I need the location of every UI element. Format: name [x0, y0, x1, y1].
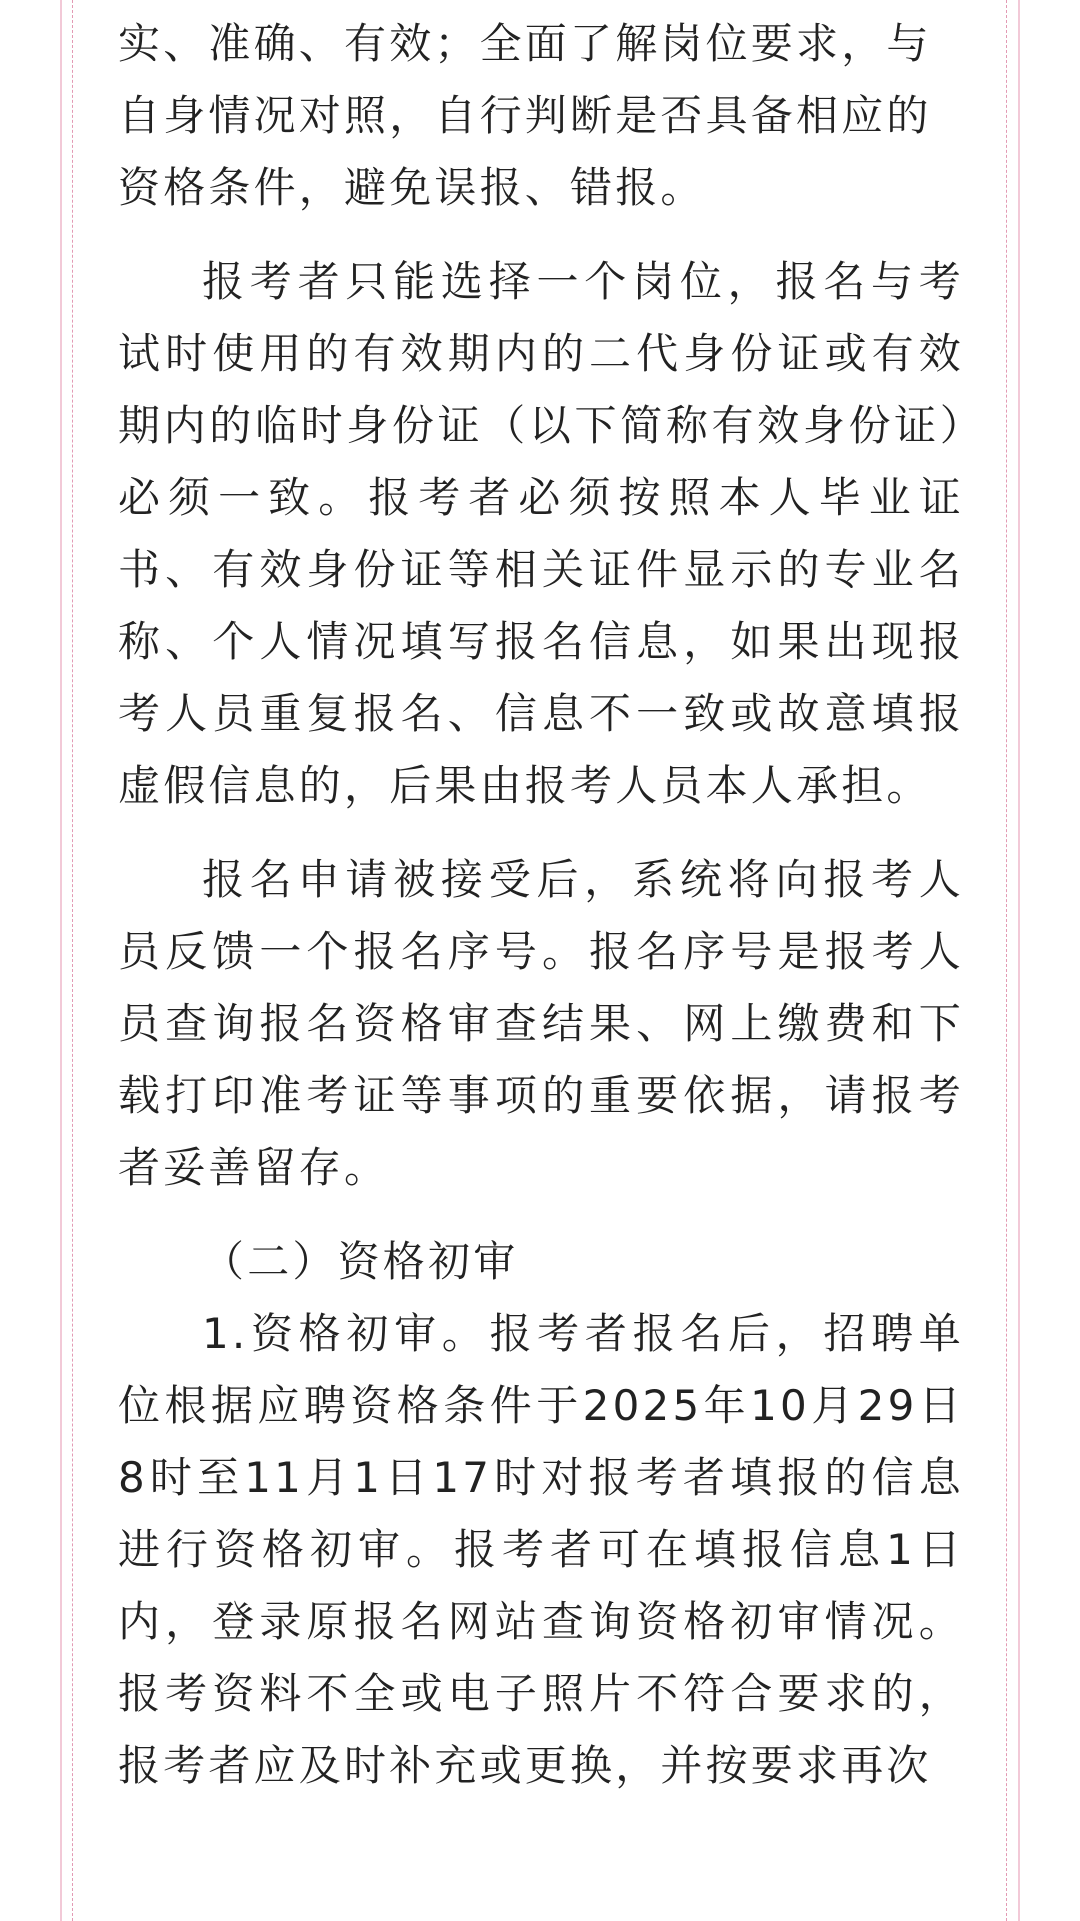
section-heading-qualification-review: （二）资格初审 [202, 1237, 519, 1286]
paragraph-continued [118, 8, 964, 224]
paragraph-line: 自身情况对照，自行判断是否具备相应的 [118, 91, 932, 140]
paragraph-initial-review: 1.资格初审。报考者报名后，招聘单位根据应聘资格条件于2025年10月29日8时至11月1日17时对报考者填报的信息进行资格初审。报考者可在填报信息1日内，登录原报名网站查询资格初审情况。报考资料不全或电子照片不符合要求的，报考者应及时补充或更换，并按要求再次 [118, 1309, 964, 1790]
left-frame-border-inner [72, 0, 73, 1921]
article-body [118, 8, 964, 1802]
right-frame-border-inner [1006, 0, 1007, 1921]
paragraph-line: 实、准确、有效；全面了解岗位要求，与 [118, 19, 932, 68]
paragraph-id-requirements: 报考者只能选择一个岗位，报名与考试时使用的有效期内的二代身份证或有效期内的临时身份证（以下简称有效身份证）必须一致。报考者必须按照本人毕业证书、有效身份证等相关证件显示的专业名称、个人情况填写报名信息，如果出现报考人员重复报名、信息不一致或故意填报虚假信息的，后果由报考人员本人承担。 [118, 257, 964, 810]
left-frame-border-outer [60, 0, 62, 1921]
right-frame-border-outer [1018, 0, 1020, 1921]
paragraph-registration-number: 报名申请被接受后，系统将向报考人员反馈一个报名序号。报名序号是报考人员查询报名资格审查结果、网上缴费和下载打印准考证等事项的重要依据，请报考者妥善留存。 [118, 855, 964, 1192]
paragraph-line: 资格条件，避免误报、错报。 [118, 163, 706, 212]
